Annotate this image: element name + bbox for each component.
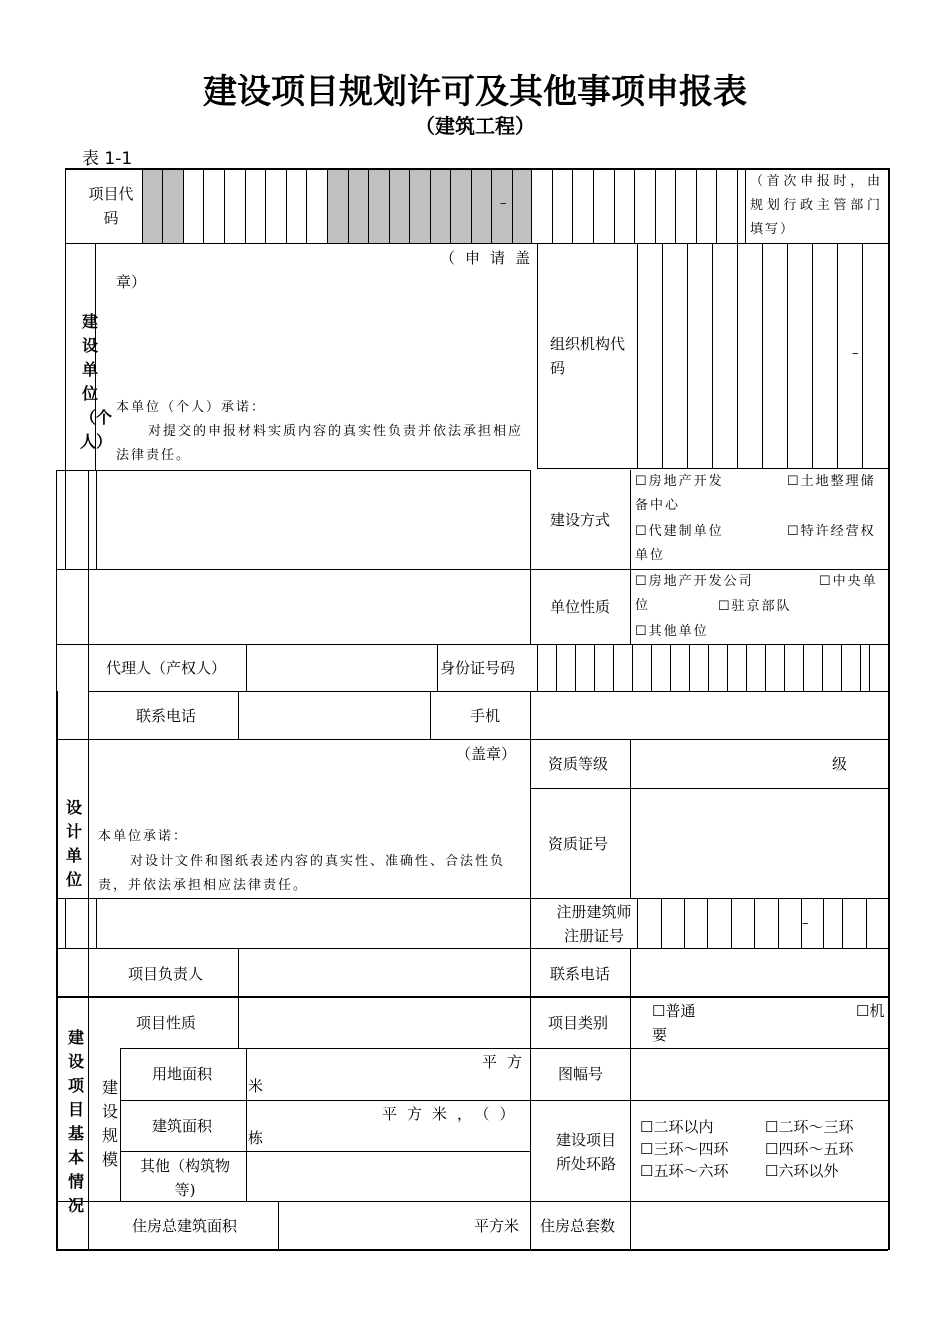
grid-line-v-114 bbox=[530, 948, 531, 996]
grid-line-v-73 bbox=[537, 644, 538, 691]
grid-line-v-22 bbox=[142, 168, 143, 243]
ring-opt-4[interactable]: ☐四环～五环 bbox=[765, 1140, 854, 1158]
grid-line-h-2 bbox=[537, 468, 888, 469]
grid-line-v-118 bbox=[530, 996, 531, 1201]
grid-line-v-97 bbox=[630, 739, 631, 898]
grid-line-v-43 bbox=[572, 168, 573, 243]
grid-line-v-104 bbox=[707, 898, 708, 948]
builder-seal-a: （申请盖 bbox=[440, 249, 541, 267]
grid-line-v-80 bbox=[670, 644, 671, 691]
grid-line-v-71 bbox=[246, 644, 247, 691]
grid-line-v-99 bbox=[88, 898, 89, 948]
grid-line-v-25 bbox=[203, 168, 204, 243]
grid-line-v-101 bbox=[637, 898, 638, 948]
grid-line-v-75 bbox=[575, 644, 576, 691]
designer-phone-label: 联系电话 bbox=[550, 965, 611, 983]
housing-area-label: 住房总建筑面积 bbox=[132, 1217, 238, 1235]
grid-line-v-54 bbox=[537, 243, 538, 468]
grid-line-h-3 bbox=[56, 470, 530, 471]
grid-line-v-107 bbox=[778, 898, 779, 948]
grid-line-v-23 bbox=[162, 168, 163, 243]
grid-line-v-27 bbox=[245, 168, 246, 243]
grid-line-v-24 bbox=[183, 168, 184, 243]
designer-promise-title: 本单位承诺： bbox=[98, 829, 189, 844]
grid-line-v-18 bbox=[65, 168, 66, 470]
grid-line-v-105 bbox=[731, 898, 732, 948]
grid-line-v-79 bbox=[651, 644, 652, 691]
grid-line-v-61 bbox=[787, 243, 788, 468]
grid-line-v-47 bbox=[655, 168, 656, 243]
form-title: 建设项目规划许可及其他事项申报表 bbox=[203, 72, 747, 112]
builder-side-label: 建设单位（个人） bbox=[80, 312, 113, 451]
grid-line-v-87 bbox=[803, 644, 804, 691]
grid-line-v-93 bbox=[430, 691, 431, 739]
grid-line-v-28 bbox=[265, 168, 266, 243]
grid-line-v-81 bbox=[689, 644, 690, 691]
build-mode-opt-4[interactable]: ☐特许经营权单位 bbox=[635, 524, 876, 563]
project-nature-label: 项目性质 bbox=[136, 1014, 197, 1032]
grid-line-v-120 bbox=[120, 1048, 121, 1201]
other-label: 其他（构筑物等) bbox=[139, 1157, 230, 1199]
designer-promise-text: 对设计文件和图纸表述内容的真实性、准确性、合法性负责，并依法承担相应法律责任。 bbox=[98, 854, 506, 893]
project-code-label: 项目代码 bbox=[88, 185, 134, 227]
ring-opt-2[interactable]: ☐二环～三环 bbox=[765, 1118, 854, 1136]
architect-cert-label: 注册建筑师注册证号 bbox=[556, 903, 632, 945]
grid-line-v-37 bbox=[450, 168, 451, 243]
grid-line-v-30 bbox=[306, 168, 307, 243]
grid-line-v-57 bbox=[687, 243, 688, 468]
unit-nature-opt-2[interactable]: ☐中央单位 bbox=[635, 574, 878, 613]
grid-line-v-31 bbox=[327, 168, 328, 243]
grid-line-v-20 bbox=[56, 470, 57, 691]
grid-line-h-5 bbox=[56, 644, 888, 645]
grid-line-v-66 bbox=[88, 470, 89, 644]
designer-side-label: 设计单位 bbox=[65, 798, 82, 889]
grid-line-v-49 bbox=[696, 168, 697, 243]
grid-line-v-116 bbox=[88, 996, 89, 1250]
grid-line-h-12 bbox=[56, 996, 888, 998]
grid-line-v-121 bbox=[246, 1048, 247, 1201]
grid-line-h-14 bbox=[120, 1100, 888, 1101]
build-area-label: 建筑面积 bbox=[152, 1117, 213, 1135]
housing-count-label: 住房总套数 bbox=[540, 1217, 616, 1235]
ring-opt-3[interactable]: ☐三环～四环 bbox=[640, 1140, 729, 1158]
grid-line-v-40 bbox=[512, 168, 513, 243]
grid-line-v-70 bbox=[88, 644, 89, 739]
unit-nature-opt-4[interactable]: ☐其他单位 bbox=[635, 624, 709, 639]
grid-line-v-111 bbox=[866, 898, 867, 948]
grid-line-v-45 bbox=[614, 168, 615, 243]
grid-line-h-8 bbox=[530, 788, 888, 789]
grid-line-v-122 bbox=[278, 1201, 279, 1250]
grid-line-v-102 bbox=[661, 898, 662, 948]
grid-line-h-6 bbox=[88, 691, 888, 692]
project-side-label: 建设项目基本情况 bbox=[67, 1028, 84, 1215]
grid-line-v-112 bbox=[88, 948, 89, 996]
land-area-unit: 平方米 bbox=[248, 1053, 528, 1095]
grid-line-v-117 bbox=[238, 996, 239, 1048]
grid-line-v-103 bbox=[684, 898, 685, 948]
grid-line-h-10 bbox=[530, 898, 888, 899]
ring-label: 建设项目所处环路 bbox=[556, 1131, 617, 1173]
land-area-label: 用地面积 bbox=[152, 1065, 213, 1083]
project-code-dash: – bbox=[500, 196, 507, 211]
grid-line-v-78 bbox=[632, 644, 633, 691]
grid-line-h-1 bbox=[65, 243, 888, 244]
grid-line-v-58 bbox=[712, 243, 713, 468]
grid-line-v-19 bbox=[888, 168, 890, 1250]
grid-line-v-63 bbox=[837, 243, 838, 468]
grid-line-v-115 bbox=[630, 948, 631, 996]
grid-line-v-74 bbox=[556, 644, 557, 691]
ring-opt-1[interactable]: ☐二环以内 bbox=[640, 1118, 714, 1136]
grid-line-v-55 bbox=[637, 243, 638, 468]
grid-line-v-95 bbox=[88, 739, 89, 898]
grid-line-v-76 bbox=[594, 644, 595, 691]
grid-line-v-77 bbox=[613, 644, 614, 691]
table-number: 表 1-1 bbox=[82, 149, 133, 169]
builder-promise-title: 本单位（个人）承诺： bbox=[116, 400, 267, 415]
scale-side-label: 建设规模 bbox=[101, 1078, 118, 1169]
grid-line-v-34 bbox=[389, 168, 390, 243]
grid-line-v-42 bbox=[552, 168, 553, 243]
grid-line-v-86 bbox=[784, 644, 785, 691]
grid-line-h-17 bbox=[56, 1249, 888, 1251]
grid-line-v-50 bbox=[716, 168, 717, 243]
grid-line-v-36 bbox=[430, 168, 431, 243]
unit-nature-label: 单位性质 bbox=[550, 598, 611, 616]
grid-line-v-26 bbox=[224, 168, 225, 243]
agent-phone-label: 联系电话 bbox=[136, 707, 197, 725]
grid-line-v-29 bbox=[286, 168, 287, 243]
grid-line-v-100 bbox=[96, 898, 97, 948]
project-category-label: 项目类别 bbox=[548, 1014, 609, 1032]
ring-opt-5[interactable]: ☐五环～六环 bbox=[640, 1162, 729, 1180]
ring-opt-6[interactable]: ☐六环以外 bbox=[765, 1162, 839, 1180]
agent-label: 代理人（产权人） bbox=[106, 659, 227, 677]
grid-line-v-64 bbox=[862, 243, 863, 468]
grid-line-v-109 bbox=[823, 898, 824, 948]
grid-line-v-110 bbox=[842, 898, 843, 948]
grid-line-v-113 bbox=[238, 948, 239, 996]
grid-line-v-85 bbox=[765, 644, 766, 691]
grid-line-v-72 bbox=[437, 644, 438, 691]
grid-line-v-65 bbox=[65, 470, 66, 569]
housing-area-unit: 平方米 bbox=[474, 1217, 520, 1235]
grid-line-v-94 bbox=[530, 691, 531, 739]
qual-level-suffix: 级 bbox=[832, 755, 848, 773]
qual-level-label: 资质等级 bbox=[548, 755, 609, 773]
unit-nature-opt-1[interactable]: ☐房地产开发公司 bbox=[635, 574, 754, 589]
grid-line-v-32 bbox=[348, 168, 349, 243]
grid-line-v-59 bbox=[737, 243, 738, 468]
grid-line-v-124 bbox=[630, 1201, 631, 1250]
grid-line-v-33 bbox=[368, 168, 369, 243]
unit-nature-opt-3[interactable]: ☐驻京部队 bbox=[718, 599, 792, 614]
grid-line-v-68 bbox=[530, 470, 531, 644]
grid-line-v-69 bbox=[630, 470, 631, 644]
build-mode-label: 建设方式 bbox=[550, 511, 611, 529]
project-code-note: （首次申报时，由规划行政主管部门填写） bbox=[750, 174, 882, 237]
build-mode-opt-3[interactable]: ☐代建制单位 bbox=[635, 524, 724, 539]
grid-line-v-67 bbox=[96, 470, 97, 569]
grid-line-v-48 bbox=[675, 168, 676, 243]
qual-cert-label: 资质证号 bbox=[548, 835, 609, 853]
mobile-label: 手机 bbox=[470, 707, 501, 725]
architect-dash: – bbox=[802, 916, 809, 931]
grid-line-v-123 bbox=[530, 1201, 531, 1250]
grid-line-v-119 bbox=[630, 996, 631, 1201]
grid-line-v-89 bbox=[841, 644, 842, 691]
build-mode-opt-2[interactable]: ☐土地整理储备中心 bbox=[635, 474, 876, 513]
grid-line-v-51 bbox=[737, 168, 738, 243]
grid-line-v-56 bbox=[662, 243, 663, 468]
grid-line-v-84 bbox=[746, 644, 747, 691]
grid-line-v-82 bbox=[708, 644, 709, 691]
builder-promise-text: 对提交的申报材料实质内容的真实性负责并依法承担相应法律责任。 bbox=[116, 424, 524, 463]
grid-line-v-62 bbox=[812, 243, 813, 468]
designer-seal: （盖章） bbox=[456, 745, 517, 763]
builder-seal-b: 章） bbox=[116, 273, 147, 291]
grid-line-v-38 bbox=[471, 168, 472, 243]
grid-line-v-98 bbox=[65, 898, 66, 948]
project-leader-label: 项目负责人 bbox=[128, 965, 204, 983]
grid-line-v-88 bbox=[822, 644, 823, 691]
grid-line-v-92 bbox=[238, 691, 239, 739]
org-code-dash: – bbox=[852, 346, 859, 361]
grid-line-v-44 bbox=[593, 168, 594, 243]
id-number-label: 身份证号码 bbox=[440, 659, 516, 677]
grid-line-v-91 bbox=[869, 644, 870, 691]
grid-line-h-11 bbox=[56, 948, 888, 949]
build-area-unit: 平方米，（）栋 bbox=[248, 1105, 525, 1147]
grid-line-v-46 bbox=[634, 168, 635, 243]
form-subtitle: （建筑工程） bbox=[415, 114, 535, 138]
grid-line-h-15 bbox=[120, 1151, 530, 1152]
build-mode-opt-1[interactable]: ☐房地产开发 bbox=[635, 474, 724, 489]
grid-line-h-7 bbox=[56, 739, 888, 740]
grid-line-v-41 bbox=[531, 168, 532, 243]
grid-line-v-35 bbox=[409, 168, 410, 243]
grid-line-v-106 bbox=[754, 898, 755, 948]
org-code-label: 组织机构代码 bbox=[550, 335, 626, 377]
map-number-label: 图幅号 bbox=[558, 1065, 604, 1083]
category-opt-confidential[interactable]: ☐机要 bbox=[652, 1002, 885, 1044]
grid-line-v-83 bbox=[727, 644, 728, 691]
grid-line-v-90 bbox=[860, 644, 861, 691]
grid-line-v-96 bbox=[530, 739, 531, 948]
grid-line-v-21 bbox=[56, 691, 58, 1250]
grid-line-h-13 bbox=[120, 1048, 888, 1049]
grid-line-h-9 bbox=[56, 898, 530, 899]
category-opt-general[interactable]: ☐普通 bbox=[652, 1002, 696, 1020]
grid-line-v-39 bbox=[491, 168, 492, 243]
grid-line-v-60 bbox=[762, 243, 763, 468]
grid-line-v-52 bbox=[745, 168, 746, 243]
